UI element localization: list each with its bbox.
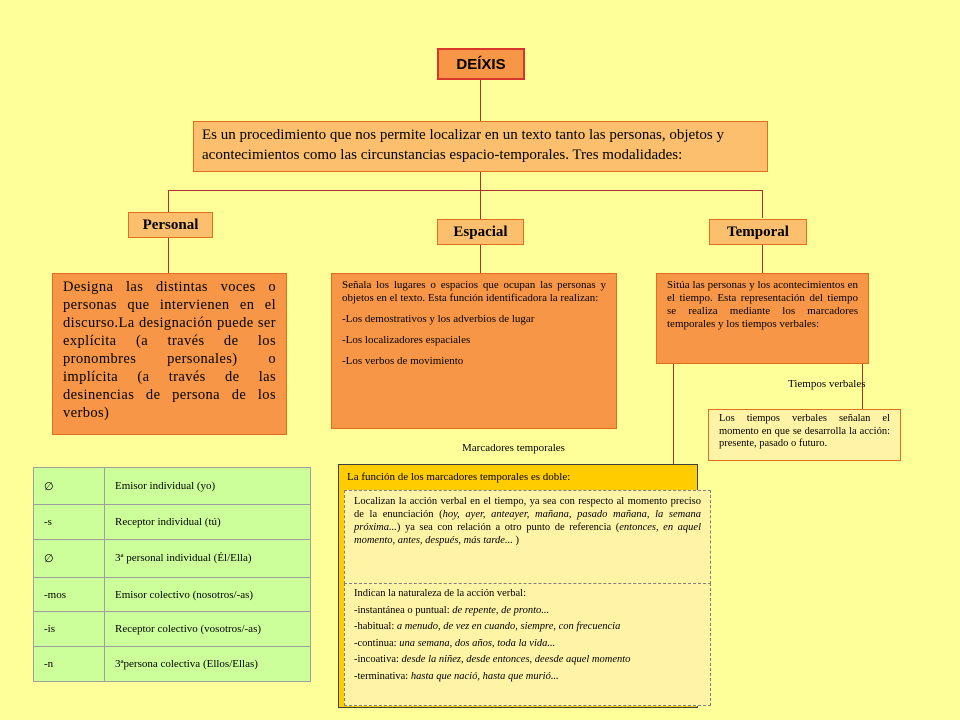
ending-cell: -s xyxy=(34,505,105,540)
temporal-node xyxy=(709,219,807,245)
localizan-example-1: hoy, ayer, anteayer, mañana, pasado mañana, la semana próxima... xyxy=(354,509,701,533)
marcadores-localizan-box xyxy=(344,490,711,584)
naturaleza-item-examples: a menudo, de vez en cuando, siempre, con frecuencia xyxy=(396,621,621,632)
temporal-description: Sitúa las personas y los acontecimientos en el tiempo. Esta representación del tiempo se realiza mediante los marcadores temporales y los tiempos verbales: xyxy=(667,279,858,330)
table-row xyxy=(34,647,311,682)
connector-marcadores xyxy=(673,364,674,464)
espacial-node xyxy=(437,219,524,245)
definition-text: Es un procedimiento que nos permite localizar en un texto tanto las personas, objetos y acontecimientos como las circunstancias espacio-temporales. Tres modalidades: xyxy=(202,127,724,163)
tiempos-verbales-text: Los tiempos verbales señalan el momento en que se desarrolla la acción: presente, pasado o futuro. xyxy=(719,413,890,449)
espacial-item: -Los verbos de movimiento xyxy=(342,355,464,367)
espacial-label: Espacial xyxy=(453,223,508,240)
temporal-label: Temporal xyxy=(727,223,789,240)
title-box xyxy=(437,48,525,80)
connector-personal-desc xyxy=(168,237,169,273)
ending-cell: -n xyxy=(34,647,105,682)
localizan-tail: ) xyxy=(512,535,519,546)
marcadores-temporales-label: Marcadores temporales xyxy=(462,442,565,454)
meaning-cell: 3ªpersona colectiva (Ellos/Ellas) xyxy=(105,647,311,682)
naturaleza-item-examples: desde la niñez, desde entonces, deesde aquel momento xyxy=(401,654,631,665)
marcadores-heading: La función de los marcadores temporales es doble: xyxy=(347,471,571,483)
pronoun-table xyxy=(33,467,311,682)
connector-temporal-desc xyxy=(762,245,763,273)
naturaleza-item xyxy=(354,637,701,650)
naturaleza-item-label: -instantánea o puntual: xyxy=(354,604,453,616)
temporal-description-box xyxy=(656,273,869,364)
connector-espacial-desc xyxy=(480,245,481,273)
naturaleza-item-label: -habitual: xyxy=(354,621,397,632)
personal-node xyxy=(128,212,213,238)
marcadores-box xyxy=(338,464,701,708)
personal-description: Designa las distintas voces o personas que intervienen en el discurso.La designación puede ser explícita (a través de los pronombres personales) o implícita (a través de las desinencias de persona de los verbos) xyxy=(63,279,276,421)
meaning-cell: Emisor colectivo (nosotros/-as) xyxy=(105,577,311,612)
meaning-cell: Receptor colectivo (vosotros/-as) xyxy=(105,612,311,647)
title-text: DEÍXIS xyxy=(456,55,506,73)
connector-temporal xyxy=(762,190,763,218)
personal-description-box xyxy=(52,273,287,435)
personal-label: Personal xyxy=(142,216,199,233)
table-row xyxy=(34,468,311,505)
connector-horizontal xyxy=(168,190,763,191)
espacial-description: Señala los lugares o espacios que ocupan las personas y objetos en el texto. Esta función identificadora la realizan: xyxy=(342,279,606,304)
naturaleza-intro: Indican la naturaleza de la acción verbal: xyxy=(354,588,526,599)
naturaleza-item-label: -incoativa: xyxy=(354,654,402,665)
naturaleza-item xyxy=(354,670,701,683)
table-row xyxy=(34,540,311,577)
naturaleza-item-label: -terminativa: xyxy=(354,670,411,682)
ending-cell: -is xyxy=(34,612,105,647)
connector-definition-branches xyxy=(480,172,481,219)
localizan-mid: ) ya sea con relación a otro punto de referencia ( xyxy=(396,522,620,533)
naturaleza-item xyxy=(354,604,701,617)
naturaleza-item-examples: hasta que nació, hasta que murió... xyxy=(410,670,559,682)
tiempos-verbales-box xyxy=(708,409,901,461)
meaning-cell: 3ª personal individual (Él/Ella) xyxy=(105,540,311,577)
tiempos-verbales-label: Tiempos verbales xyxy=(788,378,866,390)
meaning-cell: Receptor individual (tú) xyxy=(105,505,311,540)
espacial-item: -Los demostrativos y los adverbios de lugar xyxy=(342,313,535,325)
localizan-example-2: entonces, en aquel momento, antes, después, más tarde... xyxy=(354,522,701,546)
meaning-cell: Emisor individual (yo) xyxy=(105,468,311,505)
espacial-description-box xyxy=(331,273,617,429)
naturaleza-item-examples: de repente, de pronto... xyxy=(452,604,550,616)
table-row xyxy=(34,505,311,540)
ending-cell: -mos xyxy=(34,577,105,612)
naturaleza-item-label: -continua: xyxy=(354,637,400,649)
marcadores-naturaleza-box xyxy=(344,583,711,706)
definition-box xyxy=(193,121,768,172)
connector-personal xyxy=(168,190,169,212)
naturaleza-item-examples: una semana, dos años, toda la vida... xyxy=(399,637,556,649)
table-row xyxy=(34,577,311,612)
localizan-lead: Localizan la acción verbal en el tiempo, ya sea con respecto al momento preciso de la enunciación ( xyxy=(354,496,701,520)
table-row xyxy=(34,612,311,647)
connector-title-definition xyxy=(480,80,481,121)
naturaleza-item xyxy=(354,620,701,633)
naturaleza-item xyxy=(354,653,701,666)
espacial-item: -Los localizadores espaciales xyxy=(342,334,471,346)
ending-cell: ∅ xyxy=(34,468,105,505)
ending-cell: ∅ xyxy=(34,540,105,577)
